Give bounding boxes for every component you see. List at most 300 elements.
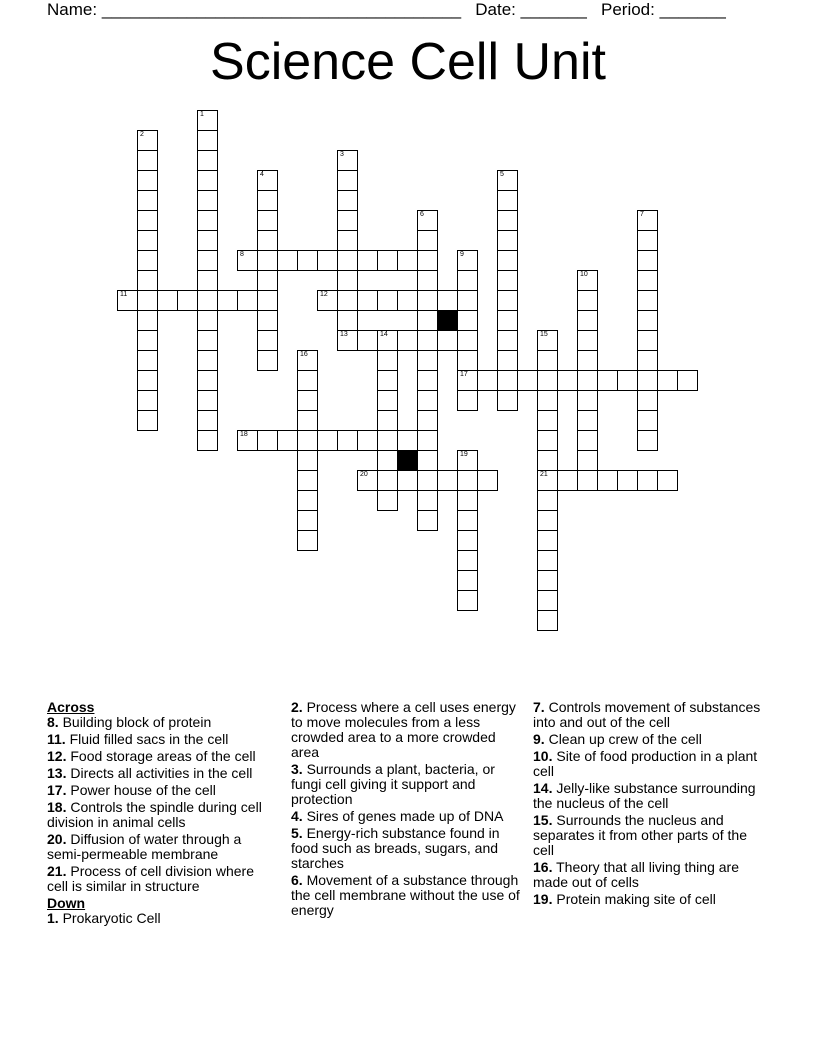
crossword-cell[interactable] [257,190,278,211]
clue-number: 20 [360,471,368,478]
clue-item-number: 14. [533,780,553,796]
crossword-cell[interactable] [197,370,218,391]
crossword-black-cell [397,450,418,471]
crossword-cell[interactable] [337,270,358,291]
crossword-cell[interactable] [197,410,218,431]
crossword-cell[interactable] [337,210,358,231]
crossword-cell[interactable] [617,370,638,391]
crossword-cell[interactable] [197,150,218,171]
crossword-cell[interactable] [317,430,338,451]
crossword-grid [117,110,699,632]
clue-item-number: 10. [533,748,553,764]
clue-number: 5 [500,171,504,178]
crossword-cell[interactable] [457,390,478,411]
crossword-cell[interactable] [637,430,658,451]
crossword-cell[interactable] [537,590,558,611]
crossword-cell[interactable] [257,330,278,351]
crossword-cell[interactable] [497,350,518,371]
crossword-cell[interactable] [397,250,418,271]
crossword-cell[interactable] [637,230,658,251]
crossword-cell[interactable] [297,350,318,371]
clue-item-text: Prokaryotic Cell [58,910,161,926]
crossword-cell[interactable] [137,170,158,191]
crossword-cell[interactable] [457,450,478,471]
crossword-cell[interactable] [257,250,278,271]
across-heading: Across [47,699,95,715]
crossword-cell[interactable] [237,290,258,311]
crossword-cell[interactable] [357,290,378,311]
crossword-cell[interactable] [137,190,158,211]
crossword-cell[interactable] [377,350,398,371]
clue-number: 14 [380,331,388,338]
down-heading: Down [47,895,86,911]
clue-item [47,911,277,926]
crossword-cell[interactable] [577,410,598,431]
crossword-cell[interactable] [317,290,338,311]
crossword-cell[interactable] [157,290,178,311]
clue-item-number: 12. [47,748,67,764]
crossword-cell[interactable] [337,290,358,311]
clue-item-number: 17. [47,782,67,798]
crossword-cell[interactable] [417,350,438,371]
clue-item-text: Clean up crew of the cell [544,731,702,747]
clue-number: 19 [460,451,468,458]
crossword-cell[interactable] [297,450,318,471]
crossword-cell[interactable] [377,450,398,471]
crossword-cell[interactable] [197,390,218,411]
crossword-cell[interactable] [377,250,398,271]
clue-number: 17 [460,371,468,378]
clue-number: 6 [420,211,424,218]
clue-item-number: 20. [47,831,67,847]
clue-column-1 [47,700,277,928]
crossword-cell[interactable] [297,250,318,271]
crossword-cell[interactable] [497,190,518,211]
down-clue-list-part-3 [533,700,765,907]
crossword-cell[interactable] [417,370,438,391]
crossword-cell[interactable] [257,210,278,231]
clue-item-number: 4. [291,808,303,824]
crossword-cell[interactable] [197,310,218,331]
down-clue-list-part-1 [47,911,277,926]
crossword-cell[interactable] [357,470,378,491]
name-label: Name: [47,0,98,19]
crossword-cell[interactable] [197,130,218,151]
crossword-cell[interactable] [357,250,378,271]
crossword-cell[interactable] [577,370,598,391]
crossword-cell[interactable] [197,350,218,371]
crossword-cell[interactable] [337,170,358,191]
clue-item-text: Process where a cell uses energy to move molecules from a less crowded area to a more crowded area [291,699,516,760]
crossword-cell[interactable] [577,450,598,471]
clue-item [47,766,277,781]
crossword-cell[interactable] [257,170,278,191]
clue-item-text: Surrounds a plant, bacteria, or fungi cell giving it support and protection [291,761,495,807]
clue-number: 10 [580,271,588,278]
crossword-cell[interactable] [197,230,218,251]
crossword-cell[interactable] [377,390,398,411]
crossword-cell[interactable] [197,430,218,451]
clue-item [47,783,277,798]
crossword-cell[interactable] [277,250,298,271]
crossword-cell[interactable] [657,370,678,391]
crossword-cell[interactable] [397,290,418,311]
clue-item-text: Jelly-like substance surrounding the nucleus of the cell [533,780,756,811]
crossword-cell[interactable] [477,470,498,491]
crossword-cell[interactable] [317,250,338,271]
clue-item-text: Sires of genes made up of DNA [302,808,504,824]
crossword-cell[interactable] [417,270,438,291]
clue-item [291,826,525,871]
clue-number: 3 [340,151,344,158]
clue-item [533,860,765,890]
period-label: Period: [601,0,655,19]
clue-item [533,781,765,811]
crossword-cell[interactable] [677,370,698,391]
crossword-cell[interactable] [497,170,518,191]
crossword-cell[interactable] [417,510,438,531]
crossword-cell[interactable] [237,430,258,451]
crossword-cell[interactable] [397,330,418,351]
clue-item-number: 6. [291,872,303,888]
clue-item-number: 5. [291,825,303,841]
crossword-cell[interactable] [297,530,318,551]
crossword-cell[interactable] [577,350,598,371]
clue-number: 1 [200,111,204,118]
crossword-cell[interactable] [457,550,478,571]
clue-item-number: 16. [533,859,553,875]
crossword-cell[interactable] [537,350,558,371]
crossword-cell[interactable] [337,430,358,451]
crossword-cell[interactable] [577,390,598,411]
crossword-cell[interactable] [537,550,558,571]
crossword-cell[interactable] [297,430,318,451]
crossword-cell[interactable] [137,150,158,171]
crossword-cell[interactable] [457,290,478,311]
crossword-cell[interactable] [137,350,158,371]
page-title: Science Cell Unit [210,33,606,91]
crossword-cell[interactable] [197,210,218,231]
clue-item-text: Fluid filled sacs in the cell [65,731,229,747]
crossword-cell[interactable] [417,390,438,411]
crossword-cell[interactable] [637,270,658,291]
crossword-cell[interactable] [137,370,158,391]
clue-number: 8 [240,251,244,258]
crossword-cell[interactable] [257,310,278,331]
period-blank[interactable]: _______ [659,0,726,19]
crossword-cell[interactable] [337,330,358,351]
clue-item [47,715,277,730]
crossword-cell[interactable] [457,330,478,351]
crossword-cell[interactable] [637,250,658,271]
crossword-cell[interactable] [457,470,478,491]
crossword-cell[interactable] [577,270,598,291]
crossword-cell[interactable] [137,330,158,351]
crossword-cell[interactable] [197,170,218,191]
clue-item [533,749,765,779]
crossword-cell[interactable] [457,270,478,291]
crossword-cell[interactable] [497,230,518,251]
clue-item [291,873,525,918]
crossword-cell[interactable] [637,290,658,311]
crossword-cell[interactable] [377,490,398,511]
crossword-cell[interactable] [577,290,598,311]
crossword-cell[interactable] [357,330,378,351]
crossword-cell[interactable] [177,290,198,311]
date-label: Date: [475,0,516,19]
crossword-cell[interactable] [197,270,218,291]
clue-number: 16 [300,351,308,358]
clue-item [533,892,765,907]
crossword-cell[interactable] [297,390,318,411]
crossword-cell[interactable] [417,250,438,271]
crossword-cell[interactable] [257,290,278,311]
crossword-cell[interactable] [637,330,658,351]
crossword-cell[interactable] [557,370,578,391]
crossword-cell[interactable] [497,290,518,311]
crossword-cell[interactable] [297,510,318,531]
crossword-cell[interactable] [197,330,218,351]
crossword-cell[interactable] [217,290,238,311]
clue-number: 12 [320,291,328,298]
crossword-cell[interactable] [137,130,158,151]
crossword-cell[interactable] [457,510,478,531]
clue-item-number: 11. [47,731,66,747]
crossword-cell[interactable] [137,290,158,311]
clue-number: 21 [540,471,548,478]
crossword-cell[interactable] [637,390,658,411]
crossword-cell[interactable] [417,490,438,511]
crossword-cell[interactable] [237,250,258,271]
crossword-cell[interactable] [377,330,398,351]
crossword-cell[interactable] [377,410,398,431]
crossword-cell[interactable] [637,310,658,331]
clue-item-number: 13. [47,765,67,781]
crossword-cell[interactable] [537,390,558,411]
crossword-cell[interactable] [537,490,558,511]
clue-item-text: Food storage areas of the cell [66,748,256,764]
crossword-cell[interactable] [337,250,358,271]
clue-item [47,732,277,747]
crossword-cell[interactable] [137,390,158,411]
crossword-cell[interactable] [377,470,398,491]
crossword-cell[interactable] [417,210,438,231]
clue-number: 18 [240,431,248,438]
across-clue-list [47,715,277,894]
clue-item [291,700,525,760]
crossword-cell[interactable] [137,210,158,231]
clue-item [533,813,765,858]
crossword-cell[interactable] [537,470,558,491]
crossword-cell[interactable] [637,370,658,391]
crossword-cell[interactable] [497,270,518,291]
clue-item-number: 9. [533,731,545,747]
clue-item-text: Controls movement of substances into and out of the cell [533,699,761,730]
crossword-cell[interactable] [417,310,438,331]
crossword-cell[interactable] [297,490,318,511]
crossword-cell[interactable] [417,410,438,431]
clue-item-text: Site of food production in a plant cell [533,748,758,779]
crossword-cell[interactable] [377,430,398,451]
down-clue-list-part-2 [291,700,525,918]
clue-number: 13 [340,331,348,338]
crossword-cell[interactable] [417,330,438,351]
crossword-cell[interactable] [497,250,518,271]
crossword-cell[interactable] [497,370,518,391]
crossword-cell[interactable] [577,310,598,331]
clue-number: 2 [140,131,144,138]
crossword-cell[interactable] [417,430,438,451]
crossword-cell[interactable] [517,370,538,391]
crossword-cell[interactable] [537,610,558,631]
crossword-cell[interactable] [137,270,158,291]
clue-item-number: 21. [47,863,67,879]
header-fields [47,0,726,20]
clue-item-number: 3. [291,761,303,777]
crossword-cell[interactable] [297,410,318,431]
clue-item-text: Surrounds the nucleus and separates it from other parts of the cell [533,812,747,858]
crossword-cell[interactable] [497,390,518,411]
crossword-cell[interactable] [277,430,298,451]
crossword-cell[interactable] [197,110,218,131]
crossword-cell[interactable] [377,290,398,311]
crossword-cell[interactable] [257,270,278,291]
crossword-cell[interactable] [337,230,358,251]
crossword-cell[interactable] [577,470,598,491]
crossword-cell[interactable] [597,470,618,491]
clue-number: 9 [460,251,464,258]
crossword-cell[interactable] [457,590,478,611]
crossword-cell[interactable] [337,190,358,211]
crossword-cell[interactable] [257,350,278,371]
crossword-cell[interactable] [417,470,438,491]
clue-item [291,809,525,824]
clue-item-text: Process of cell division where cell is similar in structure [47,863,254,894]
crossword-cell[interactable] [637,210,658,231]
crossword-cell[interactable] [637,470,658,491]
clue-item-text: Diffusion of water through a semi-permeable membrane [47,831,242,862]
clue-item-number: 1. [47,910,59,926]
crossword-cell[interactable] [537,370,558,391]
crossword-cell[interactable] [437,470,458,491]
clue-number: 7 [640,211,644,218]
crossword-cell[interactable] [537,330,558,351]
crossword-cell[interactable] [417,290,438,311]
crossword-cell[interactable] [477,370,498,391]
date-blank[interactable]: _______ [520,0,587,19]
crossword-cell[interactable] [457,530,478,551]
crossword-cell[interactable] [397,430,418,451]
crossword-cell[interactable] [457,490,478,511]
crossword-cell[interactable] [457,350,478,371]
crossword-cell[interactable] [537,530,558,551]
crossword-cell[interactable] [197,250,218,271]
clue-number: 4 [260,171,264,178]
crossword-cell[interactable] [637,410,658,431]
clue-item [291,762,525,807]
clue-item-number: 15. [533,812,553,828]
crossword-cell[interactable] [657,470,678,491]
crossword-cell[interactable] [137,230,158,251]
crossword-cell[interactable] [537,570,558,591]
crossword-cell[interactable] [337,310,358,331]
clue-column-3 [533,700,765,909]
crossword-cell[interactable] [137,250,158,271]
crossword-cell[interactable] [357,430,378,451]
crossword-cell[interactable] [297,370,318,391]
clue-item-text: Directs all activities in the cell [66,765,253,781]
crossword-cell[interactable] [497,330,518,351]
name-blank[interactable]: ______________________________________ [101,0,462,19]
crossword-cell[interactable] [257,230,278,251]
crossword-cell[interactable] [457,250,478,271]
clue-item [533,732,765,747]
clue-item-text: Theory that all living thing are made out of cells [533,859,739,890]
crossword-cell[interactable] [597,370,618,391]
crossword-cell[interactable] [457,570,478,591]
clue-item [47,832,277,862]
crossword-cell[interactable] [257,430,278,451]
clue-item-text: Power house of the cell [66,782,216,798]
crossword-cell[interactable] [117,290,138,311]
clue-item-number: 18. [47,799,67,815]
crossword-cell[interactable] [337,150,358,171]
clue-item [47,864,277,894]
crossword-cell[interactable] [437,290,458,311]
clue-item [47,800,277,830]
crossword-cell[interactable] [457,310,478,331]
clue-item-text: Controls the spindle during cell division in animal cells [47,799,262,830]
clue-item-text: Protein making site of cell [552,891,716,907]
clue-item [533,700,765,730]
crossword-black-cell [437,310,458,331]
clue-item-number: 8. [47,714,59,730]
clue-item [47,749,277,764]
crossword-cell[interactable] [417,230,438,251]
crossword-cell[interactable] [577,430,598,451]
clue-item-text: Energy-rich substance found in food such as breads, sugars, and starches [291,825,500,871]
crossword-cell[interactable] [197,290,218,311]
crossword-cell[interactable] [397,470,418,491]
clue-item-number: 2. [291,699,303,715]
crossword-cell[interactable] [457,370,478,391]
crossword-cell[interactable] [197,190,218,211]
crossword-cell[interactable] [497,210,518,231]
clue-number: 15 [540,331,548,338]
crossword-cell[interactable] [537,510,558,531]
crossword-cell[interactable] [437,330,458,351]
clue-column-2 [291,700,525,920]
crossword-cell[interactable] [137,310,158,331]
crossword-cell[interactable] [377,370,398,391]
crossword-cell[interactable] [537,450,558,471]
crossword-cell[interactable] [557,470,578,491]
crossword-cell[interactable] [577,330,598,351]
crossword-cell[interactable] [417,450,438,471]
clue-item-number: 7. [533,699,545,715]
clue-item-text: Movement of a substance through the cell membrane without the use of energy [291,872,520,918]
clue-number: 11 [120,291,128,298]
clue-item-number: 19. [533,891,553,907]
crossword-cell[interactable] [137,410,158,431]
crossword-cell[interactable] [637,350,658,371]
crossword-cell[interactable] [617,470,638,491]
crossword-cell[interactable] [537,430,558,451]
crossword-cell[interactable] [497,310,518,331]
crossword-cell[interactable] [537,410,558,431]
crossword-cell[interactable] [297,470,318,491]
clue-item-text: Building block of protein [58,714,212,730]
